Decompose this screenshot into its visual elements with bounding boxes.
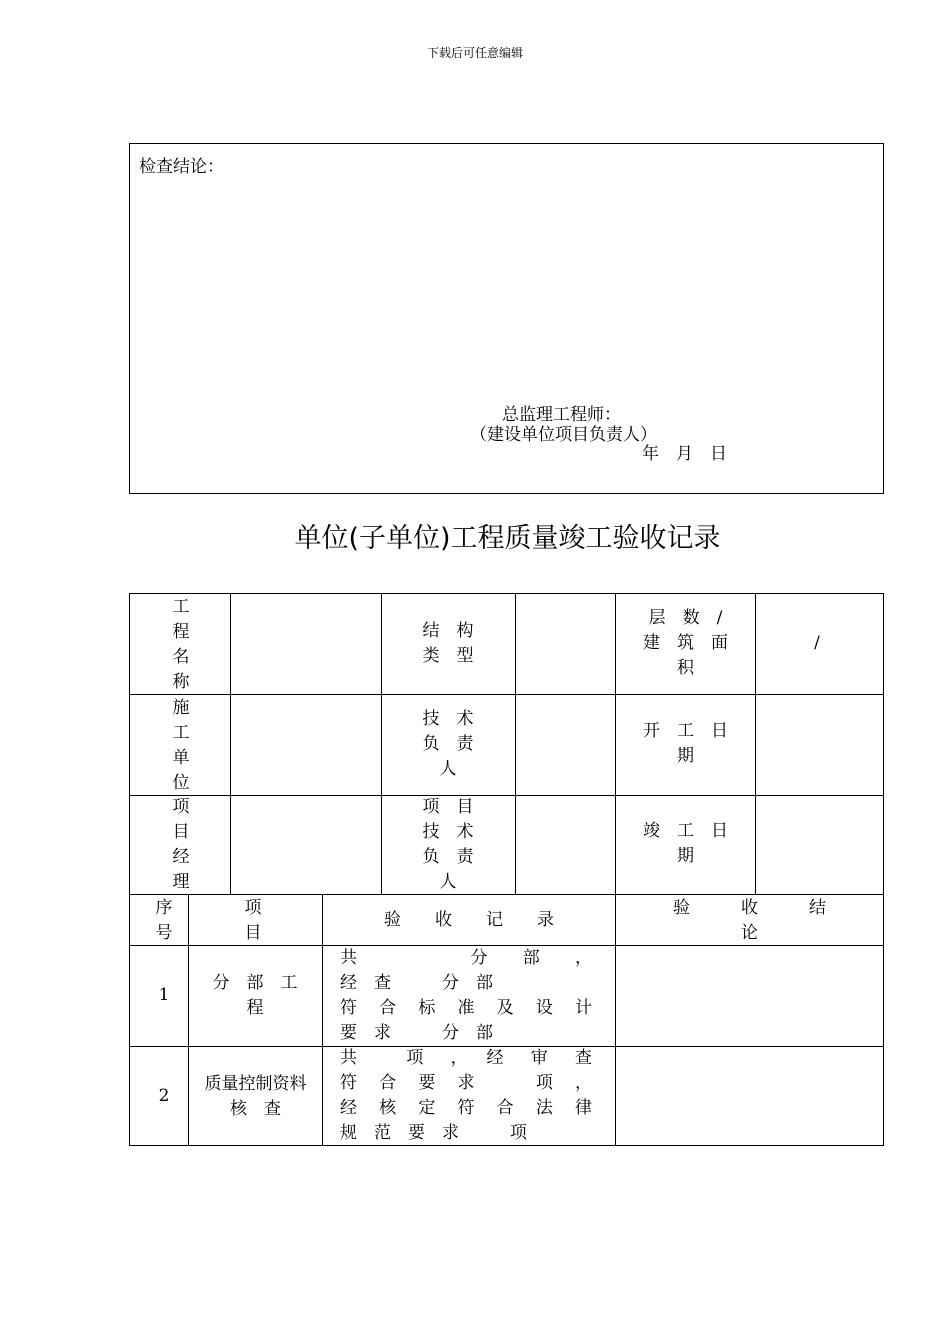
- contractor-value-cell[interactable]: [230, 694, 382, 796]
- structure-type-label: 结 构 类 型: [422, 621, 474, 666]
- col-item-header: 项 目: [244, 898, 262, 943]
- finish-date-label: 竣 工 日 期: [643, 821, 728, 866]
- table-row-1-record: 共 分 部 ， 经 查 分 部 符 合 标 准 及 设 计 要 求 分 部: [340, 948, 592, 1043]
- pm-tech-lead-label: 项 目 技 术 负 责 人: [422, 797, 474, 892]
- pm-tech-lead-value-cell[interactable]: [515, 795, 616, 895]
- check-conclusion-label: 检查结论：: [139, 157, 224, 177]
- tech-lead-label: 技 术 负 责 人: [422, 709, 474, 779]
- project-name-value-cell[interactable]: [230, 593, 382, 695]
- date-label: 年 月 日: [642, 444, 727, 464]
- table-row-2-item: 质量控制资料 核 查: [204, 1074, 307, 1119]
- start-date-label: 开 工 日 期: [643, 721, 728, 766]
- floors-area-label: 层 数 / 建 筑 面 积: [643, 608, 728, 678]
- project-name-label: 工 程 名 称: [172, 597, 190, 692]
- start-date-value-cell[interactable]: [755, 694, 884, 796]
- owner-representative-label: （建设单位项目负责人）: [470, 425, 657, 445]
- header-note: 下载后可任意编辑: [426, 46, 523, 60]
- pm-label: 项 目 经 理: [172, 797, 190, 892]
- contractor-label: 施 工 单 位: [172, 698, 190, 793]
- table-row-1-item: 分 部 工 程: [212, 973, 298, 1018]
- structure-type-value-cell[interactable]: [515, 593, 616, 695]
- page-title: 单位(子单位)工程质量竣工验收记录: [294, 523, 721, 554]
- table-row-2-conclusion-cell[interactable]: [615, 1046, 884, 1146]
- table-row-1-no: 1: [158, 985, 170, 1005]
- table-row-1-conclusion-cell[interactable]: [615, 945, 884, 1047]
- tech-lead-value-cell[interactable]: [515, 694, 616, 796]
- chief-supervisor-label: 总监理工程师：: [502, 405, 621, 425]
- table-row-2-no: 2: [158, 1086, 170, 1106]
- pm-value-cell[interactable]: [230, 795, 382, 895]
- col-no-header: 序 号: [155, 898, 173, 943]
- floors-area-value: /: [814, 633, 820, 653]
- table-row-2-record: 共 项 ， 经 审 查 符 合 要 求 项 ， 经 核 定 符 合 法 律 规 范 要 求 项: [340, 1048, 592, 1143]
- finish-date-value-cell[interactable]: [755, 795, 884, 895]
- col-conclusion-header: 验 收 结 论: [673, 898, 826, 943]
- col-record-header: 验 收 记 录: [384, 910, 554, 930]
